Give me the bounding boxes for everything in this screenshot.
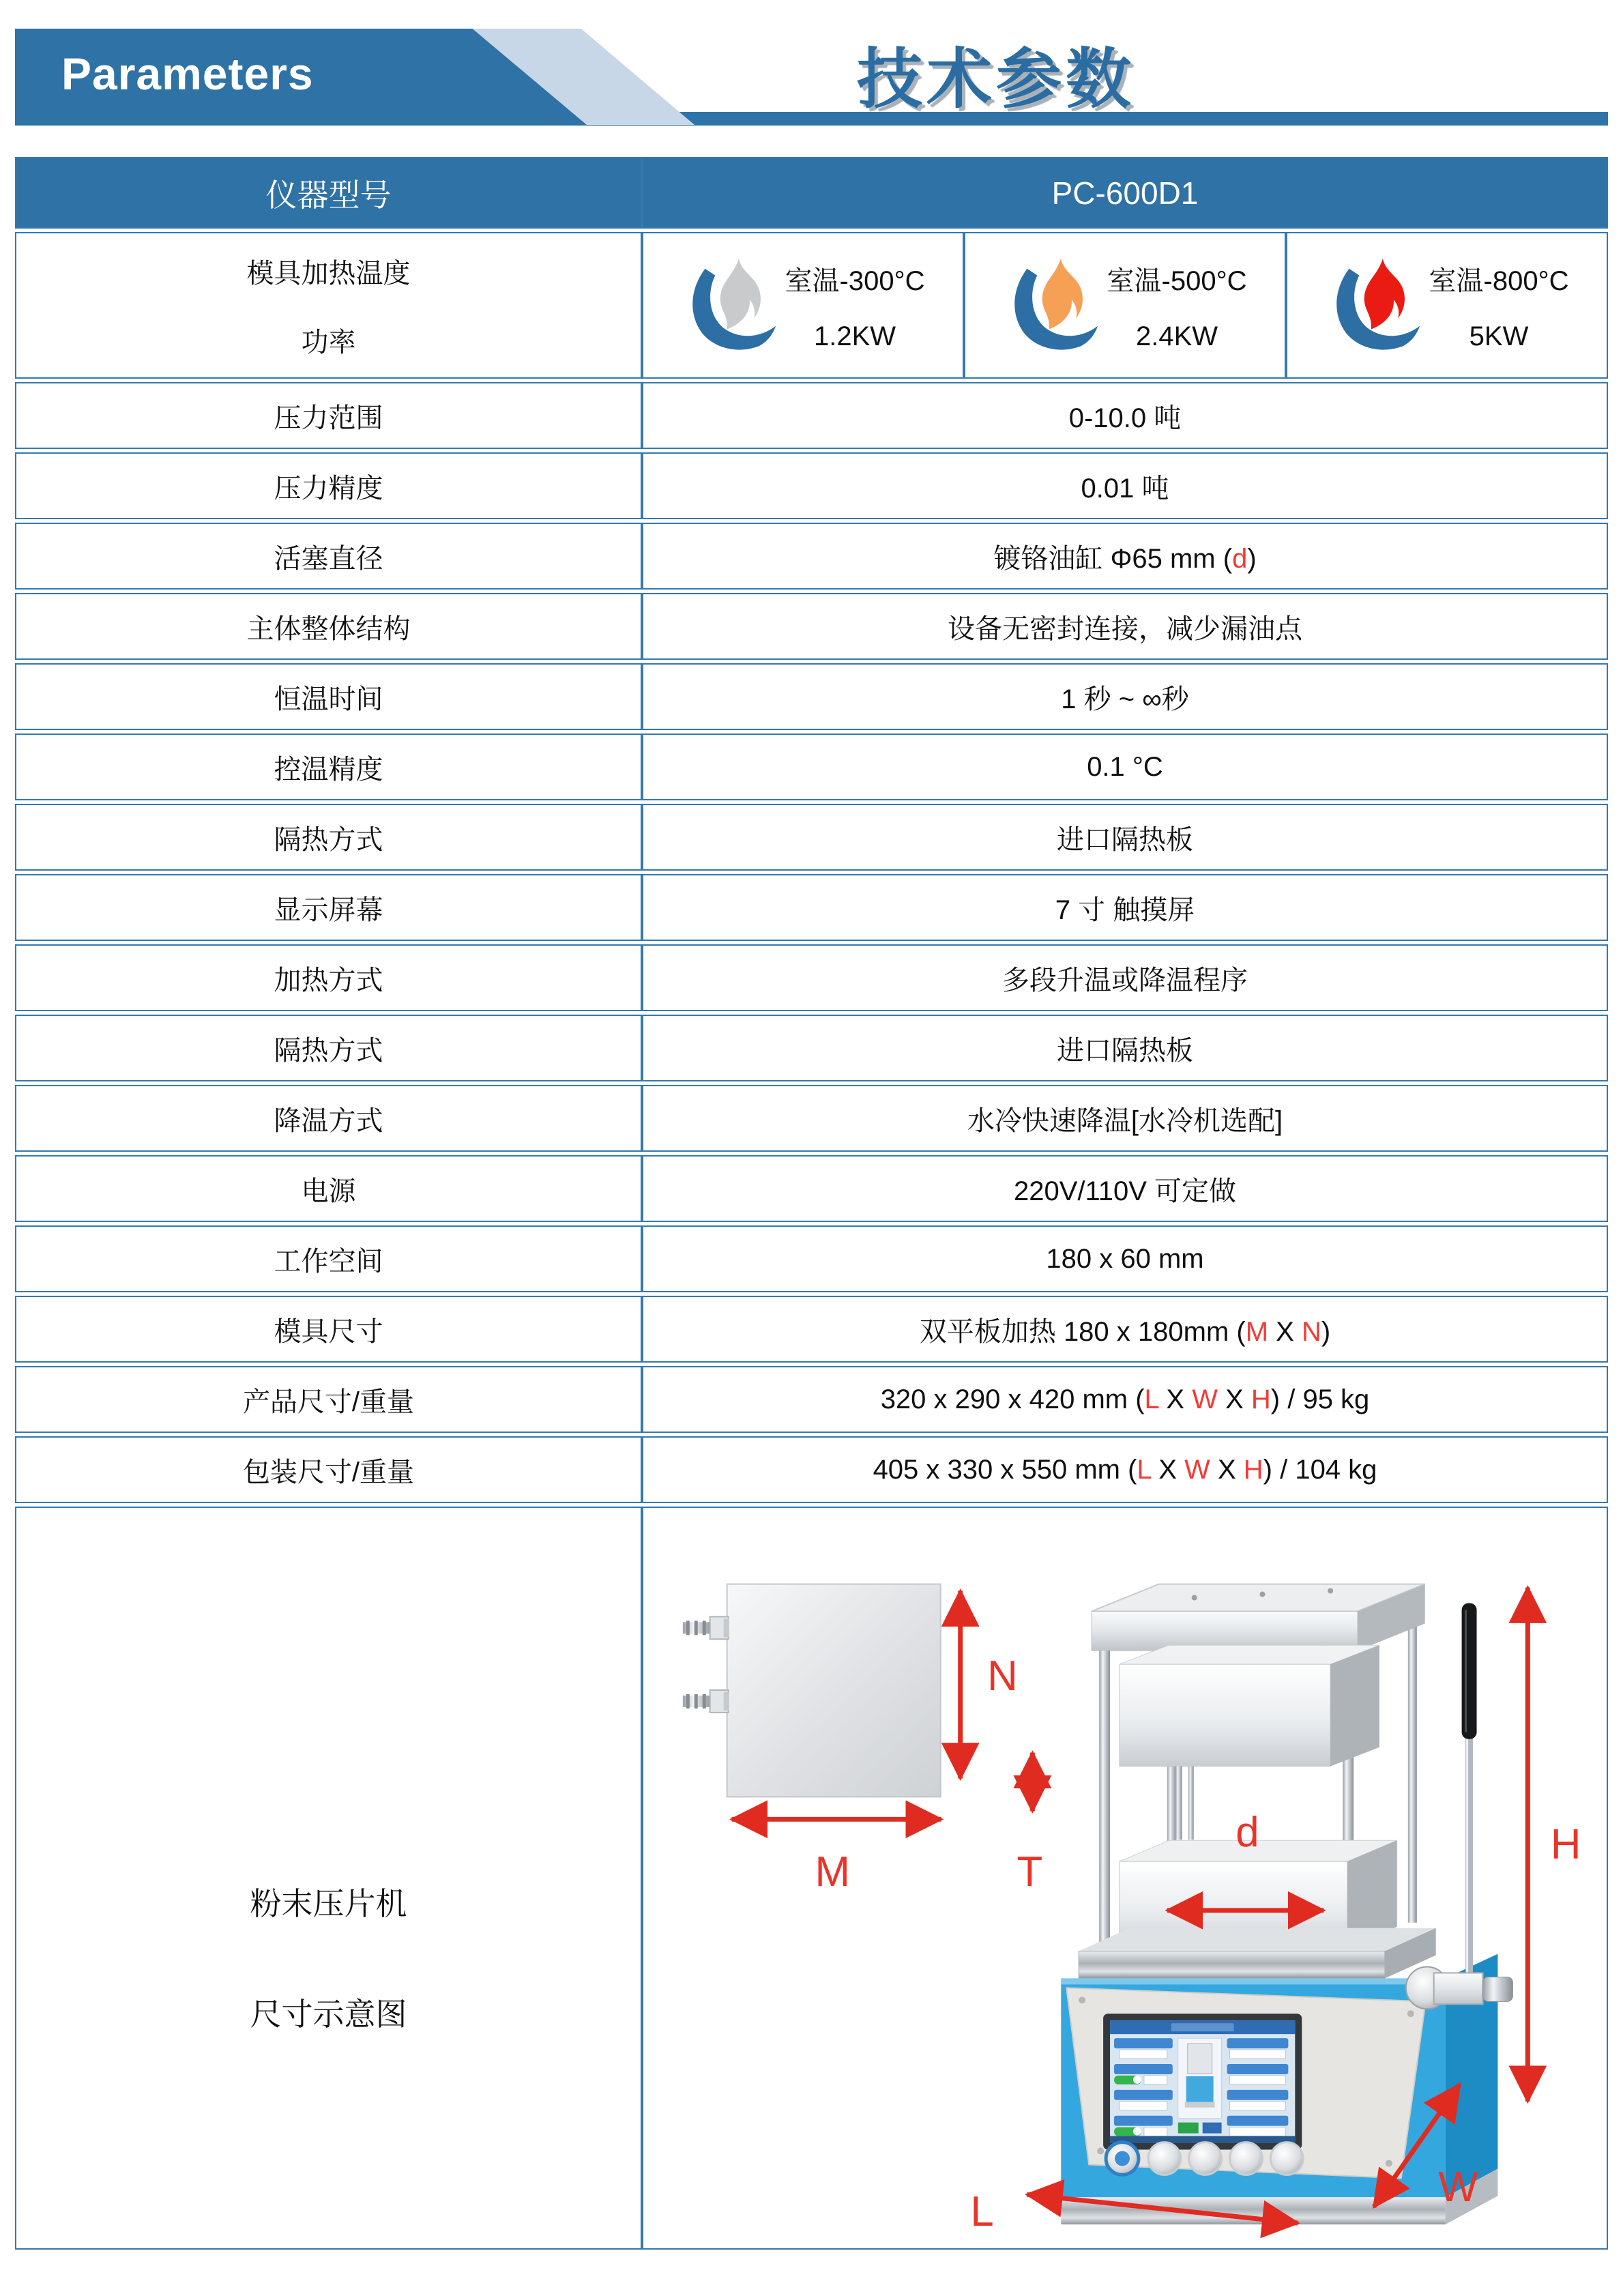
dim-label-L: L bbox=[970, 2188, 994, 2236]
spec-value: 镀铬油缸 Φ65 mm (d) bbox=[642, 523, 1608, 590]
spec-value: 双平板加热 180 x 180mm (M X N) bbox=[642, 1296, 1608, 1363]
table-row bbox=[15, 874, 1608, 941]
heating-label-cell bbox=[15, 232, 642, 379]
temp-range-label: 室温-800°C bbox=[1429, 265, 1569, 296]
heating-row bbox=[15, 232, 1608, 379]
valve-knob bbox=[1483, 1977, 1513, 2001]
spec-label: 工作空间 bbox=[15, 1225, 642, 1292]
spec-value: 0.01 吨 bbox=[642, 452, 1608, 519]
power-rating-label: 5KW bbox=[1469, 321, 1529, 351]
spec-value: 进口隔热板 bbox=[642, 804, 1608, 871]
dim-label-T: T bbox=[1017, 1848, 1043, 1895]
screen-blue-button bbox=[1203, 2123, 1222, 2134]
spec-value: 进口隔热板 bbox=[642, 1015, 1608, 1081]
table-row bbox=[15, 523, 1608, 590]
spec-label: 隔热方式 bbox=[15, 1015, 642, 1081]
table-row bbox=[15, 593, 1608, 660]
diagram-label-line1: 粉末压片机 bbox=[250, 1885, 407, 1921]
table-header-row bbox=[15, 157, 1608, 229]
temp-range-label: 室温-300°C bbox=[785, 265, 925, 296]
power-rating-label: 1.2KW bbox=[813, 321, 896, 351]
lever-grip bbox=[1462, 1603, 1477, 1739]
heating-label-line1: 模具加热温度 bbox=[246, 258, 411, 289]
orange-flame-icon bbox=[1004, 255, 1105, 356]
table-row bbox=[15, 1015, 1608, 1081]
spec-label: 恒温时间 bbox=[15, 663, 642, 730]
control-knob bbox=[1148, 2142, 1181, 2175]
spec-label: 加热方式 bbox=[15, 944, 642, 1011]
heating-option bbox=[963, 233, 1285, 377]
spec-label: 活塞直径 bbox=[15, 523, 642, 590]
heating-options bbox=[643, 233, 1607, 377]
table-row bbox=[15, 1366, 1608, 1433]
spec-label: 模具尺寸 bbox=[15, 1296, 642, 1363]
model-label-cell: 仪器型号 bbox=[15, 157, 642, 229]
table-row bbox=[15, 663, 1608, 730]
control-knob bbox=[1189, 2142, 1222, 2175]
spec-table bbox=[15, 154, 1608, 2253]
control-knob bbox=[1270, 2142, 1303, 2175]
control-knob bbox=[1230, 2142, 1263, 2175]
spec-value: 1 秒 ~ ∞秒 bbox=[642, 663, 1608, 730]
table-row bbox=[15, 1436, 1608, 1503]
table-row bbox=[15, 1296, 1608, 1363]
press-column bbox=[1099, 1651, 1110, 1952]
press-column bbox=[1408, 1623, 1417, 1922]
table-row bbox=[15, 1225, 1608, 1292]
table-row bbox=[15, 1155, 1608, 1222]
hose-fitting-icon bbox=[683, 1616, 729, 1639]
gray-flame-icon bbox=[682, 255, 783, 356]
upper-platen bbox=[1120, 1645, 1379, 1766]
press-machine-illustration bbox=[1061, 1584, 1512, 2225]
touchscreen bbox=[1103, 2014, 1302, 2149]
spec-label: 控温精度 bbox=[15, 733, 642, 800]
heating-option bbox=[643, 233, 963, 377]
spec-label: 产品尺寸/重量 bbox=[15, 1366, 642, 1433]
page-title: 技术参数 bbox=[857, 43, 1135, 116]
screen-machine-thumbnail bbox=[1178, 2038, 1222, 2119]
temp-range-label: 室温-500°C bbox=[1107, 265, 1247, 296]
spec-value: 设备无密封连接，减少漏油点 bbox=[642, 593, 1608, 660]
dim-label-M: M bbox=[815, 1848, 850, 1895]
spec-label: 降温方式 bbox=[15, 1085, 642, 1152]
power-rating-label: 2.4KW bbox=[1135, 321, 1218, 351]
heating-plate-illustration bbox=[683, 1584, 941, 1797]
page-header bbox=[0, 0, 1623, 154]
spec-value: 0.1 °C bbox=[642, 733, 1608, 800]
table-row bbox=[15, 804, 1608, 871]
spec-label: 压力范围 bbox=[15, 382, 642, 449]
spec-label: 包装尺寸/重量 bbox=[15, 1436, 642, 1503]
diagram-label-line2: 尺寸示意图 bbox=[250, 1996, 407, 2032]
spec-value: 0-10.0 吨 bbox=[642, 382, 1608, 449]
spec-label: 压力精度 bbox=[15, 452, 642, 519]
spec-value: 320 x 290 x 420 mm (L X W X H) / 95 kg bbox=[642, 1366, 1608, 1433]
spec-label: 隔热方式 bbox=[15, 804, 642, 871]
hose-fitting-icon bbox=[683, 1690, 729, 1713]
machine-dimension-diagram bbox=[643, 1508, 1607, 2248]
diagram-label-cell bbox=[15, 1507, 642, 2250]
table-row bbox=[15, 452, 1608, 519]
spec-rows bbox=[15, 382, 1608, 1503]
dim-label-d: d bbox=[1235, 1809, 1259, 1857]
red-flame-icon bbox=[1326, 255, 1427, 356]
spec-value: 7 寸 触摸屏 bbox=[642, 874, 1608, 941]
table-row bbox=[15, 733, 1608, 800]
banner-label: Parameters bbox=[61, 48, 314, 99]
press-base-plate bbox=[1079, 1928, 1436, 1979]
table-row bbox=[15, 1085, 1608, 1152]
heating-option bbox=[1285, 233, 1607, 377]
spec-label: 主体整体结构 bbox=[15, 593, 642, 660]
spec-value: 多段升温或降温程序 bbox=[642, 944, 1608, 1011]
spec-label: 显示屏幕 bbox=[15, 874, 642, 941]
spec-value: 405 x 330 x 550 mm (L X W X H) / 104 kg bbox=[642, 1436, 1608, 1503]
dim-label-H: H bbox=[1550, 1821, 1581, 1869]
model-value-cell: PC-600D1 bbox=[642, 157, 1608, 229]
diagram-row bbox=[15, 1507, 1608, 2250]
dim-label-N: N bbox=[987, 1653, 1018, 1700]
press-head bbox=[1092, 1584, 1425, 1651]
spec-value: 水冷快速降温[水冷机选配] bbox=[642, 1085, 1608, 1152]
heating-label-line2: 功率 bbox=[301, 327, 356, 358]
control-panel bbox=[1066, 1988, 1426, 2178]
dim-label-W: W bbox=[1438, 2164, 1478, 2211]
screen-green-button bbox=[1178, 2123, 1199, 2134]
spec-value: 180 x 60 mm bbox=[642, 1225, 1608, 1292]
diagram-image-cell bbox=[642, 1507, 1608, 2250]
spec-label: 电源 bbox=[15, 1155, 642, 1222]
table-row bbox=[15, 944, 1608, 1011]
heating-options-cell bbox=[642, 232, 1608, 379]
table-row bbox=[15, 382, 1608, 449]
spec-value: 220V/110V 可定做 bbox=[642, 1155, 1608, 1222]
